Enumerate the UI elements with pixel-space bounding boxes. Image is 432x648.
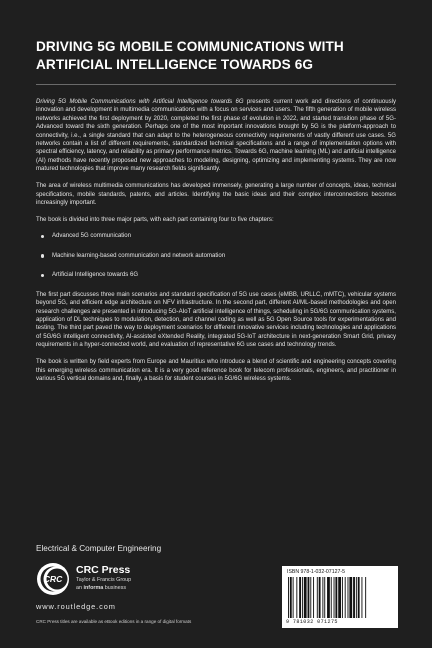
parts-list [36, 232, 396, 279]
intro-paragraph [36, 98, 396, 174]
barcode-bar [313, 577, 314, 618]
barcode-bar [334, 577, 335, 618]
barcode-bar [358, 577, 360, 618]
barcode-digits: 9 781032 071275 [286, 619, 338, 625]
logo-mark-text: CRC [43, 574, 63, 585]
tagline-prefix: an [76, 585, 84, 591]
barcode-bar [353, 577, 355, 618]
barcode-bar [317, 577, 318, 618]
parts-detail-paragraph: The first part discusses three main scenarios and standard specification of 5G use cases (eMBB, URLLC, mMTC), vehicular systems beyond 5G, and efficient edge architecture on NFV infrastructure. In the second part, different AI/ML-based methodologies and open research challenges are presented in introducing 5G-AIoT artificial intelligence of things, scheduling in 5G/6G communication systems, application of DL techniques to modulation, detection, and channel coding as well as 5G Open Source tools for experimentations and testing. The third part paved the way to deployment scenarios for different innovative services including technologies and applications of 5G/6G intelligent connectivity, AI-assisted eXtended Reality, integrated 5G-IoT architecture in next-generation Smart Grid, privacy requirements in a hyper-connected world, and evaluation of representative 6G use cases and technology trends. [36, 291, 396, 349]
barcode-bar [348, 577, 349, 618]
authors-paragraph: The book is written by field experts from Europe and Mauritius who introduce a blend of scientific and engineering concepts covering this emerging wireless communication era. It is a very good reference book for telecom professionals, engineers, and practitioner in various 5G vertical domains and, finally, a basis for student courses in 5G/6G wireless systems. [36, 359, 396, 382]
barcode-icon [288, 577, 392, 618]
barcode-bar [322, 577, 323, 618]
cover-description [36, 98, 396, 392]
barcode-bar [319, 577, 321, 618]
barcode-bar [338, 577, 341, 618]
publisher-tagline [76, 585, 126, 591]
barcode-bar [310, 577, 311, 618]
barcode-bar [356, 577, 357, 618]
ebook-footnote: CRC Press titles are available as eBook editions in a range of digital formats [36, 619, 192, 624]
book-title-italic: Driving 5G Mobile Communications with Artificial Intelligence towards 6G [36, 99, 244, 105]
barcode-bar [290, 577, 292, 618]
barcode-bar [293, 577, 294, 618]
tagline-suffix: business [103, 585, 127, 591]
title-divider [36, 84, 396, 85]
isbn-number: ISBN 978-1-032-07127-5 [287, 569, 345, 575]
tagline-brand: informa [83, 585, 104, 591]
barcode-bar [304, 577, 307, 618]
structure-paragraph: The book is divided into three major parts, with each part containing four to five chapters: [36, 217, 274, 224]
barcode-bar [324, 577, 325, 618]
barcode-bar [361, 577, 362, 618]
barcode-bar [308, 577, 310, 618]
book-title: DRIVING 5G MOBILE COMMUNICATIONS WITH ARTIFICIAL INTELLIGENCE TOWARDS 6G [36, 39, 344, 72]
list-item: Artificial Intelligence towards 6G [36, 271, 396, 279]
crc-logo-icon [36, 562, 70, 596]
barcode-bar [342, 577, 343, 618]
barcode-bar [349, 577, 352, 618]
publisher-logo [36, 562, 206, 606]
barcode-bar [365, 577, 366, 618]
subject-category: Electrical & Computer Engineering [36, 544, 162, 553]
barcode-bar [302, 577, 303, 618]
context-paragraph: The area of wireless multimedia communications has developed immensely, generating a large number of concepts, ideas, technical specifications, mobile standards, patents, and articles. Identifying the basic ideas and their complex interconnections becomes increasingly important. [36, 183, 396, 207]
barcode-bar [335, 577, 337, 618]
isbn-barcode [282, 566, 398, 628]
intro-paragraph-text: presents current work and directions of continuously innovation and development in multimedia communications with a focus on services and users. The fifth generation of mobile wireless networks achieved the first deployment by 2020, completed the first phase of evolution in 2022, and started transition phase of 5G-Advanced toward the sixth generation. Perhaps one of the most important innovations brought by 5G is the platform-approach to connectivity, i.e., a single standard that can adapt to the heterogeneous connectivity requirements of vastly different use cases. 5G networks contain a list of different requirements, standardized technical specifications and a range of implementation options with spectral efficiency, latency, and reliability as primary performance metrics. Towards 6G, machine learning (ML) and artificial intelligence (AI) methods have recently proposed new approaches to modeling, designing, optimizing and implementing systems. They are now matured technologies that improve many research fields significantly. [36, 99, 397, 173]
barcode-bar [296, 577, 297, 618]
barcode-bar [345, 577, 346, 618]
publisher-group: Taylor & Francis Group [76, 577, 132, 583]
list-item: Machine learning-based communication and network automation [36, 252, 396, 260]
publisher-name: CRC Press [76, 564, 131, 576]
barcode-bar [327, 577, 330, 618]
barcode-bar [331, 577, 332, 618]
barcode-bar [288, 577, 289, 618]
barcode-bar [299, 577, 301, 618]
publisher-url: www.routledge.com [36, 602, 116, 611]
list-item: Advanced 5G communication [36, 232, 396, 240]
